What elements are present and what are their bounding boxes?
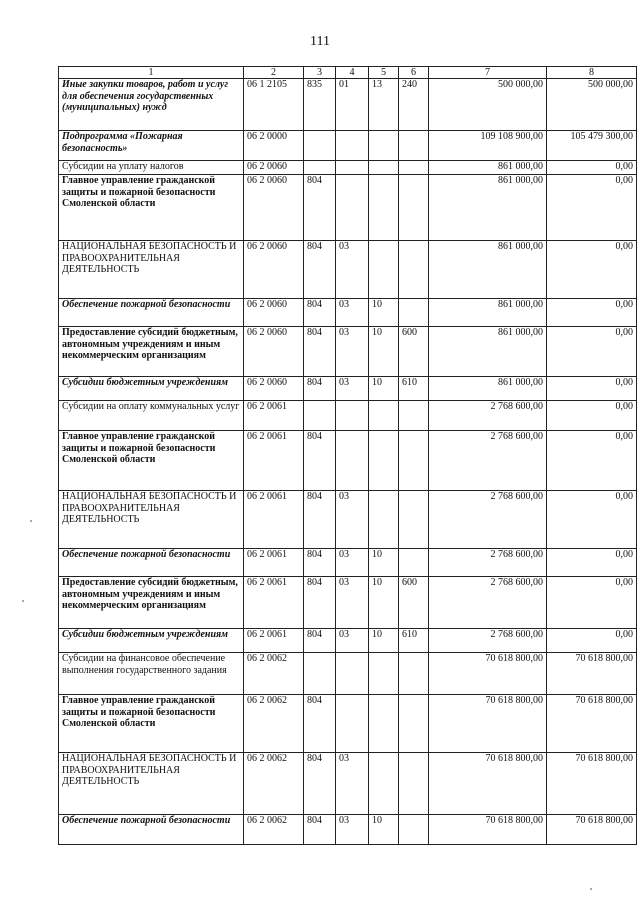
row-amount-col7: 70 618 800,00 (429, 695, 547, 753)
row-expense-type-code (399, 299, 429, 327)
row-department-code (304, 161, 336, 175)
budget-table (58, 66, 637, 845)
row-expense-type-code (399, 815, 429, 845)
row-department-code: 804 (304, 753, 336, 815)
row-section-code (336, 175, 369, 241)
row-subsection-code: 10 (369, 327, 399, 377)
row-amount-col7: 861 000,00 (429, 161, 547, 175)
row-name: НАЦИОНАЛЬНАЯ БЕЗОПАСНОСТЬ И ПРАВООХРАНИТЕЛЬНАЯ ДЕЯТЕЛЬНОСТЬ (59, 491, 244, 549)
row-department-code: 804 (304, 695, 336, 753)
row-expense-type-code (399, 491, 429, 549)
row-expense-type-code (399, 131, 429, 161)
row-amount-col8: 70 618 800,00 (547, 815, 637, 845)
row-name: Главное управление гражданской защиты и пожарной безопасности Смоленской области (59, 431, 244, 491)
table-row (59, 79, 637, 131)
row-name: Предоставление субсидий бюджетным, автономным учреждениям и иным некоммерческим организациям (59, 327, 244, 377)
row-department-code: 804 (304, 815, 336, 845)
row-amount-col8: 105 479 300,00 (547, 131, 637, 161)
row-amount-col8: 0,00 (547, 549, 637, 577)
row-section-code (336, 431, 369, 491)
row-expense-type-code (399, 549, 429, 577)
column-header-8: 8 (547, 67, 637, 79)
row-target-code: 06 2 0061 (244, 629, 304, 653)
row-subsection-code: 10 (369, 629, 399, 653)
row-section-code: 03 (336, 629, 369, 653)
row-target-code: 06 2 0061 (244, 549, 304, 577)
row-subsection-code (369, 695, 399, 753)
row-target-code: 06 2 0062 (244, 815, 304, 845)
table-row (59, 327, 637, 377)
row-subsection-code (369, 491, 399, 549)
row-target-code: 06 2 0060 (244, 175, 304, 241)
row-amount-col7: 70 618 800,00 (429, 653, 547, 695)
row-name: Главное управление гражданской защиты и пожарной безопасности Смоленской области (59, 695, 244, 753)
row-amount-col7: 861 000,00 (429, 299, 547, 327)
row-section-code: 03 (336, 753, 369, 815)
row-name: НАЦИОНАЛЬНАЯ БЕЗОПАСНОСТЬ И ПРАВООХРАНИТЕЛЬНАЯ ДЕЯТЕЛЬНОСТЬ (59, 753, 244, 815)
row-name: Иные закупки товаров, работ и услуг для обеспечения государственных (муниципальных) нужд (59, 79, 244, 131)
row-department-code: 804 (304, 377, 336, 401)
row-expense-type-code: 610 (399, 377, 429, 401)
table-row (59, 241, 637, 299)
column-header-7: 7 (429, 67, 547, 79)
column-header-1: 1 (59, 67, 244, 79)
row-expense-type-code (399, 175, 429, 241)
row-target-code: 06 1 2105 (244, 79, 304, 131)
row-name: Субсидии на финансовое обеспечение выполнения государственного задания (59, 653, 244, 695)
row-amount-col8: 0,00 (547, 577, 637, 629)
row-expense-type-code (399, 431, 429, 491)
row-department-code: 804 (304, 175, 336, 241)
row-section-code: 03 (336, 549, 369, 577)
table-row (59, 377, 637, 401)
scan-speck (22, 600, 24, 602)
row-name: Субсидии бюджетным учреждениям (59, 377, 244, 401)
row-department-code (304, 653, 336, 695)
row-amount-col7: 2 768 600,00 (429, 431, 547, 491)
row-amount-col7: 2 768 600,00 (429, 577, 547, 629)
row-amount-col8: 0,00 (547, 175, 637, 241)
row-department-code: 804 (304, 577, 336, 629)
row-name: Главное управление гражданской защиты и пожарной безопасности Смоленской области (59, 175, 244, 241)
row-section-code (336, 653, 369, 695)
table-row (59, 491, 637, 549)
row-amount-col7: 500 000,00 (429, 79, 547, 131)
row-expense-type-code: 610 (399, 629, 429, 653)
row-subsection-code (369, 175, 399, 241)
row-amount-col8: 70 618 800,00 (547, 653, 637, 695)
row-amount-col8: 70 618 800,00 (547, 695, 637, 753)
row-department-code: 804 (304, 549, 336, 577)
table-header (59, 67, 637, 79)
row-name: Обеспечение пожарной безопасности (59, 549, 244, 577)
row-target-code: 06 2 0060 (244, 377, 304, 401)
row-target-code: 06 2 0060 (244, 299, 304, 327)
row-expense-type-code (399, 653, 429, 695)
row-target-code: 06 2 0060 (244, 241, 304, 299)
row-amount-col8: 0,00 (547, 431, 637, 491)
row-section-code (336, 695, 369, 753)
row-amount-col7: 109 108 900,00 (429, 131, 547, 161)
row-subsection-code (369, 431, 399, 491)
table-row (59, 695, 637, 753)
row-subsection-code: 10 (369, 549, 399, 577)
row-department-code: 804 (304, 491, 336, 549)
row-section-code: 03 (336, 299, 369, 327)
table-row (59, 653, 637, 695)
row-target-code: 06 2 0060 (244, 327, 304, 377)
row-subsection-code (369, 131, 399, 161)
row-amount-col8: 500 000,00 (547, 79, 637, 131)
row-section-code: 03 (336, 577, 369, 629)
row-amount-col8: 0,00 (547, 377, 637, 401)
row-name: Субсидии бюджетным учреждениям (59, 629, 244, 653)
row-target-code: 06 2 0062 (244, 653, 304, 695)
row-amount-col7: 861 000,00 (429, 377, 547, 401)
row-name: Подпрограмма «Пожарная безопасность» (59, 131, 244, 161)
row-amount-col8: 70 618 800,00 (547, 753, 637, 815)
scan-speck (30, 520, 32, 522)
row-section-code: 03 (336, 241, 369, 299)
row-department-code: 804 (304, 241, 336, 299)
row-expense-type-code (399, 695, 429, 753)
row-amount-col8: 0,00 (547, 327, 637, 377)
row-subsection-code (369, 161, 399, 175)
row-amount-col7: 2 768 600,00 (429, 491, 547, 549)
row-department-code (304, 131, 336, 161)
scan-speck (590, 888, 592, 890)
table-row (59, 299, 637, 327)
table-row (59, 753, 637, 815)
row-name: Предоставление субсидий бюджетным, автономным учреждениям и иным некоммерческим организациям (59, 577, 244, 629)
row-target-code: 06 2 0060 (244, 161, 304, 175)
row-amount-col8: 0,00 (547, 161, 637, 175)
row-amount-col8: 0,00 (547, 241, 637, 299)
row-amount-col7: 70 618 800,00 (429, 753, 547, 815)
row-subsection-code (369, 241, 399, 299)
row-section-code: 01 (336, 79, 369, 131)
row-amount-col8: 0,00 (547, 491, 637, 549)
row-section-code: 03 (336, 491, 369, 549)
row-subsection-code: 10 (369, 815, 399, 845)
row-subsection-code: 10 (369, 377, 399, 401)
row-amount-col8: 0,00 (547, 401, 637, 431)
table-row (59, 577, 637, 629)
row-section-code: 03 (336, 377, 369, 401)
row-department-code: 804 (304, 629, 336, 653)
row-department-code: 804 (304, 327, 336, 377)
row-department-code: 804 (304, 431, 336, 491)
row-department-code: 835 (304, 79, 336, 131)
column-header-5: 5 (369, 67, 399, 79)
row-department-code (304, 401, 336, 431)
row-subsection-code (369, 753, 399, 815)
column-header-6: 6 (399, 67, 429, 79)
row-amount-col7: 70 618 800,00 (429, 815, 547, 845)
row-department-code: 804 (304, 299, 336, 327)
row-amount-col7: 2 768 600,00 (429, 549, 547, 577)
row-section-code (336, 161, 369, 175)
row-target-code: 06 2 0062 (244, 695, 304, 753)
row-expense-type-code (399, 161, 429, 175)
table-row (59, 401, 637, 431)
table-row (59, 629, 637, 653)
row-name: Субсидии на уплату налогов (59, 161, 244, 175)
table-row (59, 161, 637, 175)
row-name: НАЦИОНАЛЬНАЯ БЕЗОПАСНОСТЬ И ПРАВООХРАНИТЕЛЬНАЯ ДЕЯТЕЛЬНОСТЬ (59, 241, 244, 299)
row-expense-type-code (399, 241, 429, 299)
table-row (59, 549, 637, 577)
row-subsection-code: 10 (369, 299, 399, 327)
row-expense-type-code: 600 (399, 577, 429, 629)
row-section-code: 03 (336, 815, 369, 845)
row-subsection-code (369, 401, 399, 431)
row-expense-type-code (399, 401, 429, 431)
table-row (59, 815, 637, 845)
row-name: Обеспечение пожарной безопасности (59, 299, 244, 327)
row-amount-col7: 2 768 600,00 (429, 629, 547, 653)
row-target-code: 06 2 0061 (244, 431, 304, 491)
row-subsection-code: 13 (369, 79, 399, 131)
table-body (59, 79, 637, 845)
table-row (59, 131, 637, 161)
row-target-code: 06 2 0000 (244, 131, 304, 161)
column-header-4: 4 (336, 67, 369, 79)
row-target-code: 06 2 0061 (244, 491, 304, 549)
row-name: Субсидии на оплату коммунальных услуг (59, 401, 244, 431)
row-amount-col7: 861 000,00 (429, 327, 547, 377)
row-subsection-code (369, 653, 399, 695)
table-row (59, 175, 637, 241)
page-number: 111 (310, 34, 330, 49)
row-name: Обеспечение пожарной безопасности (59, 815, 244, 845)
row-amount-col7: 861 000,00 (429, 241, 547, 299)
table-row (59, 431, 637, 491)
row-expense-type-code: 600 (399, 327, 429, 377)
row-section-code: 03 (336, 327, 369, 377)
row-amount-col8: 0,00 (547, 629, 637, 653)
row-amount-col7: 861 000,00 (429, 175, 547, 241)
column-header-3: 3 (304, 67, 336, 79)
row-target-code: 06 2 0061 (244, 577, 304, 629)
row-section-code (336, 401, 369, 431)
row-amount-col7: 2 768 600,00 (429, 401, 547, 431)
row-amount-col8: 0,00 (547, 299, 637, 327)
row-target-code: 06 2 0062 (244, 753, 304, 815)
row-expense-type-code (399, 753, 429, 815)
row-target-code: 06 2 0061 (244, 401, 304, 431)
row-expense-type-code: 240 (399, 79, 429, 131)
header-row (59, 67, 637, 79)
row-subsection-code: 10 (369, 577, 399, 629)
column-header-2: 2 (244, 67, 304, 79)
row-section-code (336, 131, 369, 161)
